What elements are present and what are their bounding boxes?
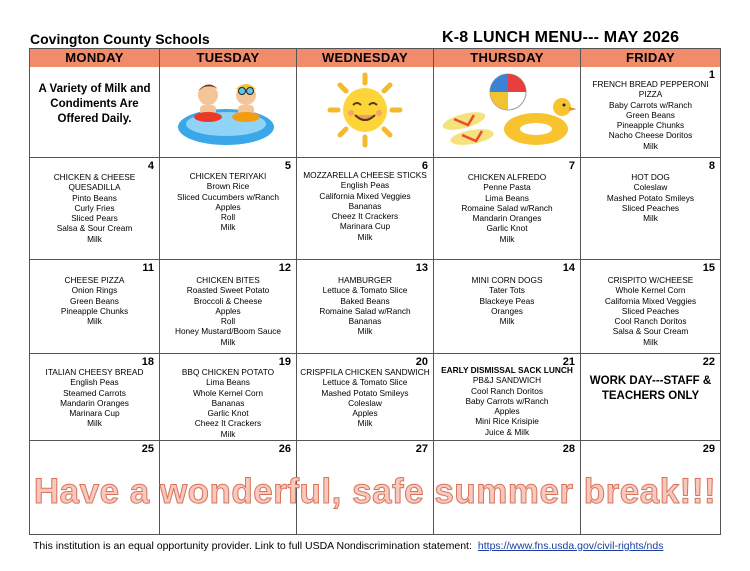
day-number: 1 [708,69,715,81]
menu-item: QUESADILLA [68,182,121,193]
menu-item: Blackeye Peas [479,295,535,306]
menu-items [434,275,580,326]
menu-item: CHEESE PIZZA [64,275,125,285]
menu-item: English Peas [70,377,119,388]
menu-item: CRISPFILA CHICKEN SANDWICH [300,367,430,377]
menu-items [30,367,159,429]
menu-item: HAMBURGER [338,275,392,285]
menu-item: HOT DOG [631,172,670,182]
menu-item: California Mixed Veggies [319,190,411,201]
day-number: 5 [284,160,291,172]
menu-item: Milk [220,428,236,439]
menu-items [297,275,433,337]
menu-item: Sliced Peaches [621,202,680,213]
menu-items [297,170,433,242]
menu-item: Bananas [211,397,245,408]
menu-item: Lettuce & Tomato Slice [322,285,408,296]
sun-illustration [297,67,434,158]
day-number: 8 [708,160,715,172]
day-number: 12 [278,262,291,274]
menu-item: Mandarin Oranges [472,213,542,224]
menu-item: Milk [87,316,102,327]
day-number: 6 [421,160,428,172]
menu-item: Sliced Pears [71,213,118,224]
day-number: 4 [147,160,154,172]
menu-item: Cool Ranch Doritos [471,385,543,396]
menu-item: PIZZA [638,89,663,100]
menu-items [160,275,296,347]
nondiscrimination-text: This institution is an equal opportunity provider. Link to full USDA Nondiscrimination statement: [33,540,472,552]
menu-item: Bananas [348,316,382,327]
day-header-friday: FRIDAY [581,49,720,67]
cell-week3-thursday [434,260,581,354]
menu-item: Milk [499,316,515,327]
day-number: 27 [415,443,428,455]
menu-item: Apples [494,406,520,417]
menu-item: Whole Kernel Corn [192,387,264,398]
menu-item: CRISPITO W/CHEESE [607,275,694,285]
day-header-wednesday: WEDNESDAY [297,49,434,67]
menu-item: Whole Kernel Corn [615,285,686,296]
menu-item: Nacho Cheese Doritos [608,130,693,141]
menu-items [297,367,433,429]
menu-item: Cool Ranch Doritos [614,316,687,327]
menu-item: Romaine Salad w/Ranch [319,305,411,316]
menu-item: Garlic Knot [207,408,249,419]
summer-break-banner: Have a wonderful, safe summer break!!! [33,472,717,511]
menu-item: Baked Beans [340,295,390,306]
menu-item: Lima Beans [206,377,250,388]
menu-items [30,275,159,326]
menu-item: Baby Carrots w/Ranch [465,395,549,406]
kids-pool-illustration [160,67,297,158]
menu-item: Pineapple Chunks [616,120,685,131]
menu-item: PB&J SANDWICH [472,375,542,386]
menu-item: Sliced Peaches [621,305,680,316]
menu-item: CHICKEN BITES [196,275,260,285]
cell-week1-wednesday [297,67,434,158]
menu-item: Salsa & Sour Cream [612,326,689,337]
menu-item: BBQ CHICKEN POTATO [181,367,275,377]
cell-week2-wednesday [297,158,434,260]
menu-item: Mashed Potato Smileys [606,192,695,203]
menu-item: Marinara Cup [339,221,391,232]
menu-item: Onion Rings [71,285,118,296]
menu-item: Juice & Milk [484,426,530,437]
menu-item: Milk [643,336,658,347]
cell-week4-tuesday [160,354,297,441]
cell-week3-wednesday [297,260,434,354]
menu-item: Roll [220,316,236,327]
menu-item: Pinto Beans [72,192,117,203]
menu-items [434,365,580,437]
cell-week1-tuesday [160,67,297,158]
menu-item: Milk [643,140,658,151]
menu-item: Milk [643,213,658,224]
menu-items [581,79,720,151]
work-day-note: WORK DAY---STAFF & TEACHERS ONLY [589,375,712,402]
day-number: 19 [278,356,291,368]
beach-toys-illustration [434,67,581,158]
menu-item: Lima Beans [485,192,529,203]
menu-item: Cheez It Crackers [331,211,399,222]
menu-title: K-8 LUNCH MENU--- MAY 2026 [442,29,680,46]
cell-week3-monday [30,260,160,354]
menu-item: Oranges [491,305,523,316]
menu-item: Mini Rice Krisipie [475,416,539,427]
cell-week4-monday [30,354,160,441]
menu-item: Steamed Carrots [63,387,126,398]
menu-item: Salsa & Sour Cream [56,223,133,234]
cell-week4-wednesday [297,354,434,441]
menu-item: Milk [220,336,236,347]
cell-week2-tuesday [160,158,297,260]
day-number: 21 [562,356,575,368]
menu-item: English Peas [340,180,390,191]
cell-week2-friday [581,158,720,260]
menu-item: Honey Mustard/Boom Sauce [174,326,282,337]
menu-item: Romaine Salad w/Ranch [461,202,553,213]
cell-week4-thursday [434,354,581,441]
calendar-grid [29,48,721,535]
cell-week1-thursday [434,67,581,158]
day-number: 14 [562,262,575,274]
menu-item: Apples [352,408,378,419]
day-header-thursday: THURSDAY [434,49,581,67]
cell-week2-monday [30,158,160,260]
menu-item: Marinara Cup [69,408,120,419]
menu-item: Sliced Cucumbers w/Ranch [177,191,279,202]
milk-condiments-note: A Variety of Milk and Condiments Are Offered Daily. [38,83,151,125]
menu-items [581,172,720,223]
menu-items [581,275,720,347]
menu-item: Coleslaw [633,182,668,193]
menu-item: CHICKEN TERIYAKI [189,171,267,181]
cell-week1-friday [581,67,720,158]
menu-item: California Mixed Veggies [604,295,697,306]
menu-item: Mandarin Oranges [60,397,129,408]
menu-item: CHICKEN ALFREDO [467,172,547,182]
day-number: 22 [702,356,715,368]
menu-item: Coleslaw [348,397,382,408]
footer [33,540,663,552]
menu-items [160,367,296,439]
school-name: Covington County Schools [30,31,210,47]
menu-item: Garlic Knot [486,223,528,234]
menu-item: Roll [220,212,236,223]
menu-item: Bananas [348,200,382,211]
cell-week3-friday [581,260,720,354]
cell-week4-friday [581,354,720,441]
menu-item: MOZZARELLA CHEESE STICKS [303,170,427,180]
menu-items [434,172,580,244]
menu-item: Mashed Potato Smileys [321,387,409,398]
day-number: 26 [278,443,291,455]
menu-item: Milk [357,326,373,337]
menu-items [30,172,159,244]
menu-item: Pineapple Chunks [60,305,129,316]
day-number: 18 [141,356,154,368]
usda-link[interactable]: https://www.fns.usda.gov/civil-rights/nds [477,540,664,552]
menu-item: ITALIAN CHEESY BREAD [45,367,144,377]
day-number: 29 [702,443,715,455]
menu-item: Penne Pasta [483,182,531,193]
cell-week3-tuesday [160,260,297,354]
menu-items [160,171,296,233]
menu-item: Milk [87,233,102,244]
menu-item: Milk [499,233,515,244]
menu-item: CHICKEN & CHEESE [53,172,136,182]
day-number: 13 [415,262,428,274]
day-header-tuesday: TUESDAY [160,49,297,67]
menu-item: Milk [220,222,236,233]
menu-item: Green Beans [626,109,675,120]
menu-item: Cheez It Crackers [194,418,262,429]
menu-item: MINI CORN DOGS [471,275,543,285]
menu-item: Tater Tots [489,285,525,296]
menu-item: Green Beans [70,295,119,306]
menu-item: Brown Rice [206,181,250,192]
day-number: 15 [702,262,715,274]
menu-item: Curly Fries [74,202,115,213]
menu-item: Apples [215,201,241,212]
menu-item: Apples [215,305,241,316]
day-number: 20 [415,356,428,368]
cell-week1-monday [30,67,160,158]
menu-item: Milk [87,418,102,429]
day-number: 7 [568,160,575,172]
day-number: 28 [562,443,575,455]
day-number: 25 [141,443,154,455]
menu-item: Milk [357,418,373,429]
cell-week2-thursday [434,158,581,260]
menu-item: Broccoli & Cheese [193,295,263,306]
menu-item: Lettuce & Tomato Slice [322,377,408,388]
menu-item: Roasted Sweet Potato [186,285,270,296]
day-header-monday: MONDAY [30,49,160,67]
menu-item: Milk [357,231,373,242]
menu-item: FRENCH BREAD PEPPERONI [592,79,709,89]
day-number: 11 [142,262,154,274]
menu-item: Baby Carrots w/Ranch [608,99,692,110]
menu-item: EARLY DISMISSAL SACK LUNCH [441,365,573,375]
